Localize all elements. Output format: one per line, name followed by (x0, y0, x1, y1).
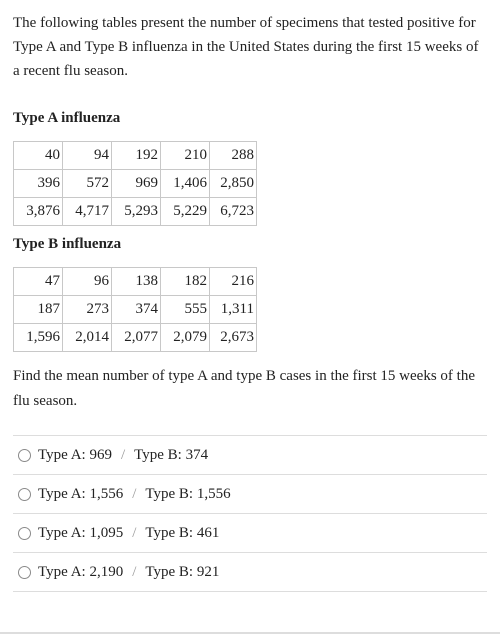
table-cell: 273 (63, 296, 112, 324)
table-cell: 374 (112, 296, 161, 324)
table-cell: 216 (210, 268, 257, 296)
table-row (14, 170, 257, 198)
option-type-a-label: Type A: 1,556 (38, 485, 124, 502)
table-row (14, 268, 257, 296)
table-cell: 2,850 (210, 170, 257, 198)
table-cell: 5,229 (161, 198, 210, 226)
option-type-a-label: Type A: 1,095 (38, 524, 124, 541)
table-cell: 555 (161, 296, 210, 324)
table-cell: 1,311 (210, 296, 257, 324)
table-cell: 288 (210, 142, 257, 170)
table-row (14, 324, 257, 352)
table-cell: 2,077 (112, 324, 161, 352)
table-cell: 47 (14, 268, 63, 296)
table-row (14, 296, 257, 324)
option-separator: / (132, 524, 137, 541)
table-cell: 96 (63, 268, 112, 296)
answer-option[interactable] (13, 514, 487, 553)
type-a-table (13, 141, 257, 226)
table-cell: 138 (112, 268, 161, 296)
radio-button-icon[interactable] (18, 488, 31, 501)
table-cell: 210 (161, 142, 210, 170)
option-type-b-label: Type B: 374 (134, 446, 209, 463)
option-type-b-label: Type B: 921 (145, 563, 220, 580)
table-cell: 1,596 (14, 324, 63, 352)
type-b-heading: Type B influenza (13, 236, 122, 252)
table-cell: 6,723 (210, 198, 257, 226)
table-cell: 3,876 (14, 198, 63, 226)
table-cell: 572 (63, 170, 112, 198)
radio-button-icon[interactable] (18, 449, 31, 462)
table-cell: 2,079 (161, 324, 210, 352)
option-type-b-label: Type B: 1,556 (145, 485, 231, 502)
table-cell: 94 (63, 142, 112, 170)
table-cell: 5,293 (112, 198, 161, 226)
table-row (14, 142, 257, 170)
option-type-a-label: Type A: 2,190 (38, 563, 124, 580)
table-cell: 187 (14, 296, 63, 324)
table-cell: 40 (14, 142, 63, 170)
table-row (14, 198, 257, 226)
table-cell: 4,717 (63, 198, 112, 226)
table-cell: 182 (161, 268, 210, 296)
question-content (13, 11, 487, 592)
question-text: Find the mean number of type A and type B cases in the first 15 weeks of the flu season. (13, 368, 475, 409)
type-a-heading: Type A influenza (13, 110, 121, 126)
option-separator: / (120, 446, 126, 463)
table-cell: 192 (112, 142, 161, 170)
radio-button-icon[interactable] (18, 527, 31, 540)
answer-options (13, 435, 487, 592)
option-type-b-label: Type B: 461 (145, 524, 220, 541)
intro-text: The following tables present the number of specimens that tested positive for Type A and Type B influenza in the United States during the first 15 weeks of a recent flu season. (13, 15, 479, 79)
radio-button-icon[interactable] (18, 566, 31, 579)
answer-option[interactable] (13, 436, 487, 475)
table-cell: 2,673 (210, 324, 257, 352)
table-cell: 969 (112, 170, 161, 198)
type-b-table (13, 267, 257, 352)
option-separator: / (132, 563, 137, 580)
option-separator: / (132, 485, 137, 502)
table-cell: 1,406 (161, 170, 210, 198)
option-type-a-label: Type A: 969 (38, 446, 112, 463)
answer-option[interactable] (13, 553, 487, 592)
table-cell: 2,014 (63, 324, 112, 352)
answer-option[interactable] (13, 475, 487, 514)
table-cell: 396 (14, 170, 63, 198)
